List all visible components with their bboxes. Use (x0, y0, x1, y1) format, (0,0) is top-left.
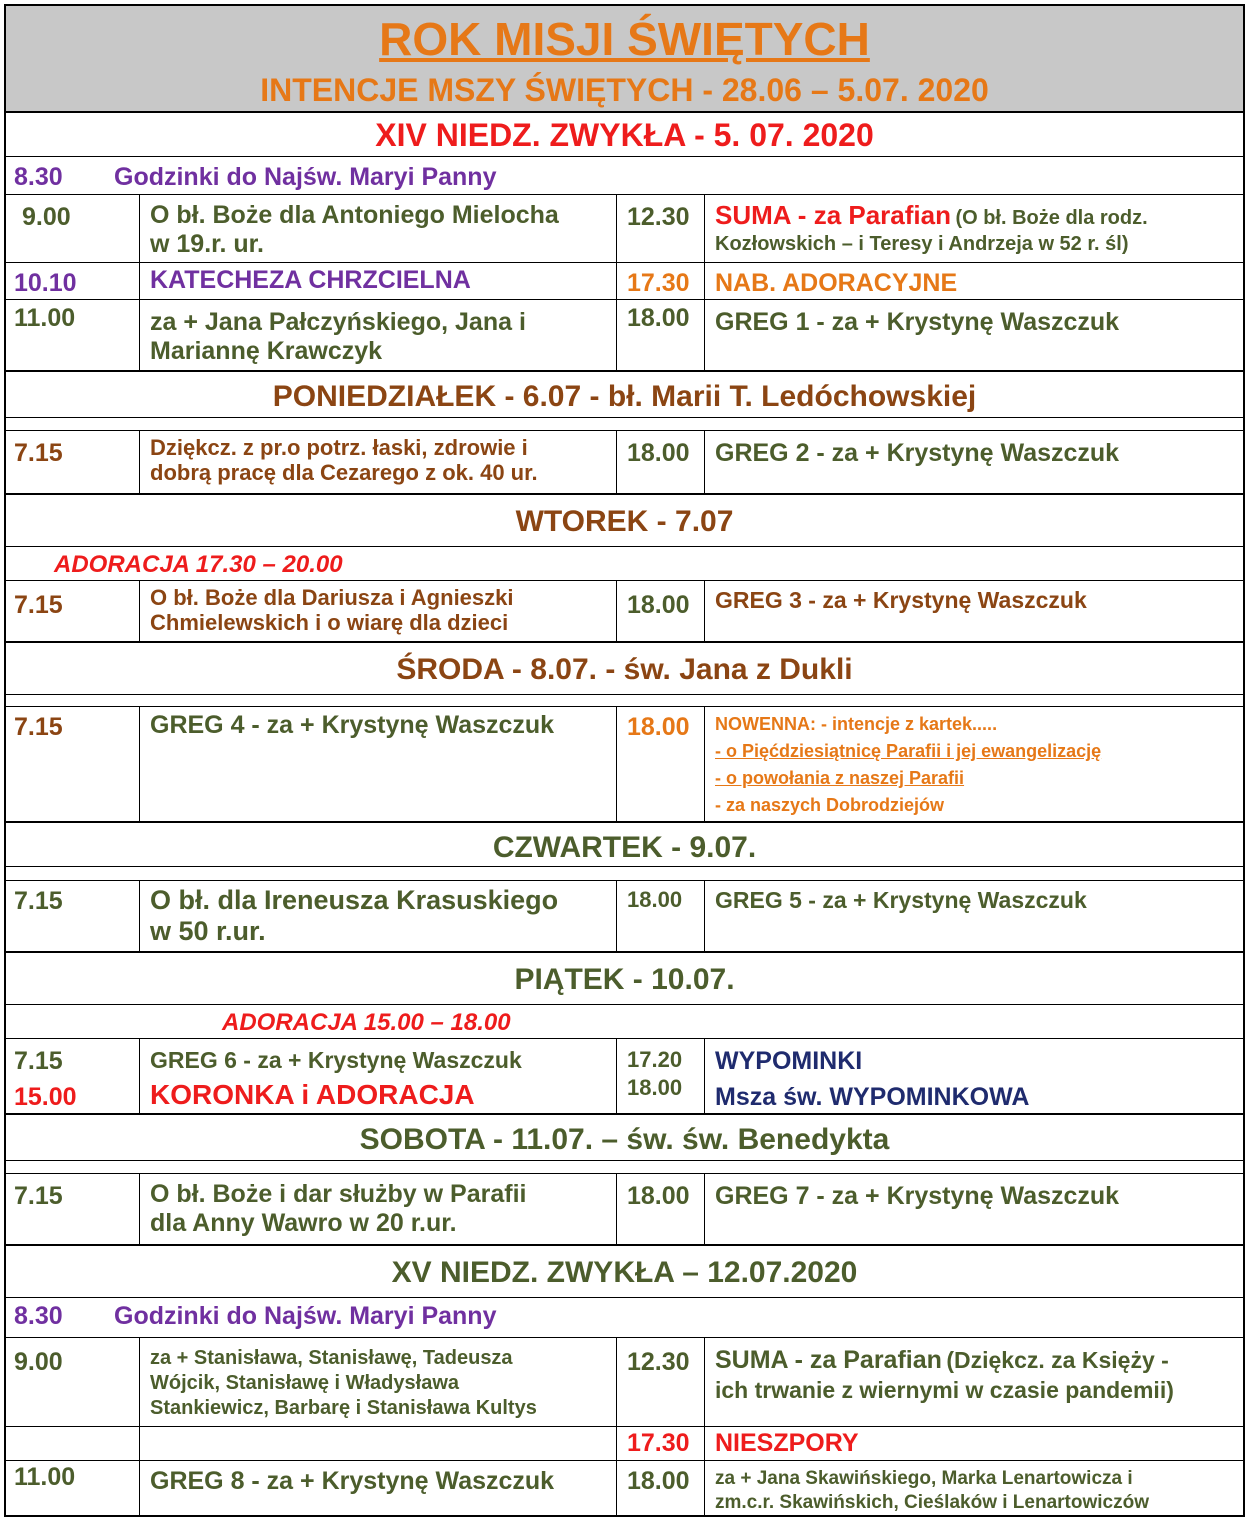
suma-note-line: Kozłowskich – i Teresy i Andrzeja w 52 r. śl) (715, 232, 1129, 255)
intention-line: za + Jana Pałczyńskiego, Jana i (150, 308, 526, 336)
time: 7.15 (14, 887, 63, 915)
nowenna-label: NOWENNA: (715, 714, 816, 734)
intention-line: Stankiewicz, Barbarę i Stanisława Kultys (150, 1397, 537, 1419)
sunday2-heading: XV NIEDZ. ZWYKŁA – 12.07.2020 (391, 1256, 858, 1289)
time: 18.00 (627, 1182, 690, 1210)
intention-line: w 19.r. ur. (150, 229, 264, 258)
time: 11.00 (14, 304, 76, 332)
intention: NIESZPORY (715, 1429, 859, 1457)
time: 8.30 (14, 163, 63, 191)
wednesday-heading: ŚRODA - 8.07. - św. Jana z Dukli (396, 653, 853, 686)
sunday2-row-1 (6, 1338, 1243, 1427)
thursday-heading: CZWARTEK - 9.07. (492, 831, 757, 864)
adoration-note: ADORACJA 15.00 – 18.00 (222, 1009, 511, 1036)
intention: GREG 2 - za + Krystynę Waszczuk (715, 439, 1120, 467)
friday-adoration-row (6, 1005, 1243, 1039)
intention: KORONKA i ADORACJA (150, 1079, 475, 1110)
sunday2-heading-row (6, 1246, 1243, 1298)
spacer (6, 1161, 1243, 1174)
time: 12.30 (627, 203, 690, 231)
intentions-sheet (4, 4, 1245, 1517)
nowenna-item: - za naszych Dobrodziejów (715, 795, 945, 815)
intention-line: zm.c.r. Skawińskich, Cieślaków i Lenartowiczów (715, 1492, 1149, 1513)
friday-heading-row (6, 953, 1243, 1005)
intention: GREG 6 - za + Krystynę Waszczuk (150, 1047, 522, 1073)
sunday1-heading: XIV NIEDZ. ZWYKŁA - 5. 07. 2020 (375, 117, 874, 153)
intention-line: za + Stanisława, Stanisławę, Tadeusza (150, 1347, 513, 1369)
saturday-heading: SOBOTA - 11.07. – św. św. Benedykta (359, 1123, 890, 1156)
sunday2-godzinki-row (6, 1298, 1243, 1338)
time: 17.30 (627, 269, 690, 297)
intention: GREG 1 - za + Krystynę Waszczuk (715, 308, 1120, 336)
adoration-note: ADORACJA 17.30 – 20.00 (54, 551, 343, 578)
intention-line: dobrą pracę dla Cezarego z ok. 40 ur. (150, 460, 538, 486)
spacer (6, 418, 1243, 431)
tuesday-adoration-row (6, 547, 1243, 581)
monday-heading: PONIEDZIAŁEK - 6.07 - bł. Marii T. Ledóchowskiej (272, 380, 977, 413)
tuesday-heading: WTOREK - 7.07 (515, 505, 734, 538)
thursday-heading-row (6, 823, 1243, 867)
sunday1-row-1 (6, 195, 1243, 263)
time: 18.00 (627, 591, 690, 619)
friday-heading: PIĄTEK - 10.07. (514, 963, 735, 996)
tuesday-heading-row (6, 495, 1243, 547)
time: 11.00 (14, 1463, 76, 1491)
suma-note: (O bł. Boże dla rodz. (955, 207, 1148, 229)
time: 17.30 (627, 1429, 690, 1457)
monday-heading-row (6, 372, 1243, 418)
time: 18.00 (627, 1467, 690, 1495)
time: 18.00 (627, 439, 690, 467)
suma-note-line: ich trwanie z wiernymi w czasie pandemii) (715, 1376, 1174, 1403)
page-subtitle: INTENCJE MSZY ŚWIĘTYCH - 28.06 – 5.07. 2020 (260, 72, 989, 108)
time: 18.00 (627, 304, 690, 332)
intention-line: Chmielewskich i o wiarę dla dzieci (150, 610, 509, 636)
sunday1-heading-row (6, 113, 1243, 157)
intention-line: O bł. Boże dla Antoniego Mielocha (150, 201, 559, 229)
time: 12.30 (627, 1348, 690, 1376)
time: 9.00 (14, 1348, 63, 1376)
thursday-row (6, 881, 1243, 953)
time: 18.00 (627, 1075, 683, 1100)
saturday-heading-row (6, 1115, 1243, 1161)
time: 7.15 (14, 1047, 63, 1075)
intention-line: Wójcik, Stanisławę i Władysława (150, 1372, 459, 1394)
nowenna-item: - intencje z kartek..... (816, 714, 998, 734)
intention: GREG 8 - za + Krystynę Waszczuk (150, 1467, 555, 1495)
sunday2-row-3 (6, 1461, 1243, 1515)
title-band (6, 6, 1243, 113)
saturday-row (6, 1174, 1243, 1246)
intention: WYPOMINKI (715, 1047, 863, 1075)
time: 8.30 (14, 1302, 63, 1330)
sunday1-row-2 (6, 263, 1243, 300)
nowenna-item: - o powołania z naszej Parafii (715, 768, 965, 788)
time: 15.00 (14, 1083, 77, 1111)
time: 7.15 (14, 713, 63, 741)
intention-line: Mariannę Krawczyk (150, 336, 383, 365)
nowenna-item: - o Pięćdziesiątnicę Parafii i jej ewangelizację (715, 741, 1102, 761)
intention: GREG 7 - za + Krystynę Waszczuk (715, 1182, 1120, 1210)
tuesday-row (6, 581, 1243, 643)
intention: Godzinki do Najśw. Maryi Panny (114, 1302, 497, 1330)
intention-line: O bł. Boże dla Dariusza i Agnieszki (150, 585, 514, 610)
intention-line: Dziękcz. z pr.o potrz. łaski, zdrowie i (150, 435, 528, 460)
intention: NAB. ADORACYJNE (715, 269, 958, 297)
time: 7.15 (14, 439, 63, 467)
time: 7.15 (14, 591, 63, 619)
spacer (6, 867, 1243, 881)
intention: GREG 4 - za + Krystynę Waszczuk (150, 711, 555, 739)
intention: KATECHEZA CHRZCIELNA (150, 266, 471, 294)
wednesday-heading-row (6, 643, 1243, 695)
suma-label: SUMA - za Parafian (715, 1346, 942, 1374)
sunday1-godzinki-row (6, 157, 1243, 195)
sunday2-row-2 (6, 1427, 1243, 1461)
intention-line: za + Jana Skawińskiego, Marka Lenartowicza i (715, 1468, 1133, 1489)
wednesday-row (6, 707, 1243, 823)
intention: GREG 3 - za + Krystynę Waszczuk (715, 587, 1087, 613)
time: 18.00 (627, 713, 690, 741)
spacer (6, 695, 1243, 707)
intention-line: O bł. Boże i dar służby w Parafii (150, 1180, 527, 1208)
time: 7.15 (14, 1182, 63, 1210)
page-title: ROK MISJI ŚWIĘTYCH (379, 13, 870, 65)
intention: GREG 5 - za + Krystynę Waszczuk (715, 887, 1087, 913)
intention-line: O bł. dla Ireneusza Krasuskiego (150, 885, 559, 915)
intention: Godzinki do Najśw. Maryi Panny (114, 163, 497, 191)
intention-line: w 50 r.ur. (150, 916, 266, 947)
time: 17.20 (627, 1047, 683, 1072)
friday-row (6, 1039, 1243, 1115)
suma-note: (Dziękcz. za Księży - (946, 1347, 1169, 1373)
time: 18.00 (627, 887, 683, 912)
intention: Msza św. WYPOMINKOWA (715, 1083, 1030, 1111)
monday-row (6, 431, 1243, 495)
intention-line: dla Anny Wawro w 20 r.ur. (150, 1208, 457, 1237)
time: 10.10 (14, 269, 77, 297)
sunday1-row-3 (6, 300, 1243, 372)
time: 9.00 (22, 203, 71, 231)
suma-label: SUMA - za Parafian (715, 200, 951, 230)
